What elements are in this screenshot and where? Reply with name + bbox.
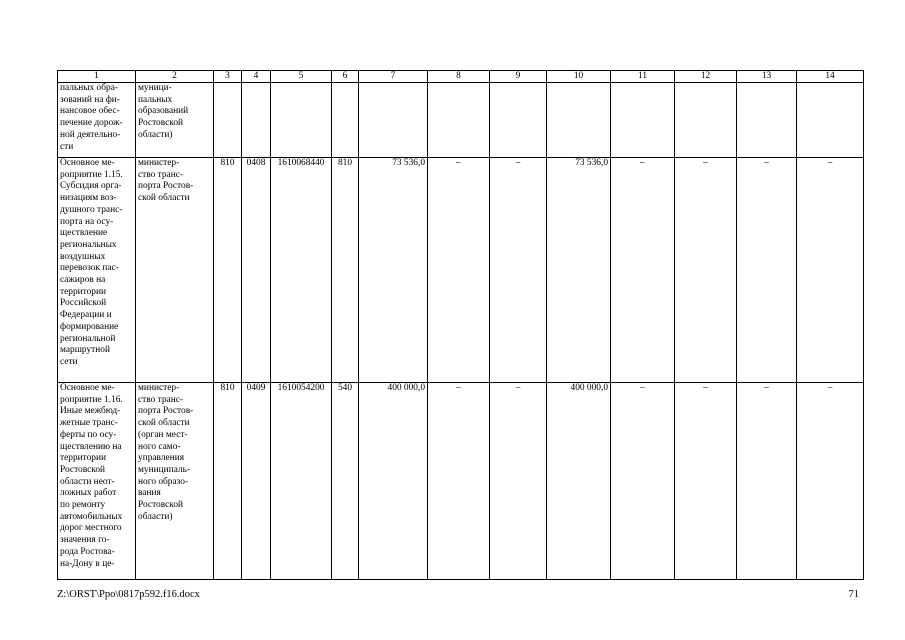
year-amount-cell: 73 536,0 <box>547 158 611 383</box>
column-number: 9 <box>490 71 547 83</box>
table-cell: – <box>675 158 737 383</box>
executor-cell: министер- ство транс- порта Ростов- ской области (орган мест- ного само- управления муниципаль- ного образо- вания Ростовской области) <box>136 383 214 580</box>
table-cell: – <box>611 383 675 580</box>
target-article-cell: 1610068440 <box>271 158 332 383</box>
table-cell: – <box>737 158 797 383</box>
table-cell <box>271 83 332 158</box>
column-number: 10 <box>547 71 611 83</box>
table-cell: – <box>490 383 547 580</box>
table-cell <box>332 83 359 158</box>
table-cell <box>214 83 242 158</box>
table-cell: – <box>737 383 797 580</box>
column-number: 2 <box>136 71 214 83</box>
grbs-code-cell: 810 <box>214 158 242 383</box>
executor-cell: муници- пальных образований Ростовской области) <box>136 83 214 158</box>
table-cell <box>547 83 611 158</box>
column-number: 3 <box>214 71 242 83</box>
table-cell: – <box>428 383 490 580</box>
section-code-cell: 0408 <box>242 158 271 383</box>
column-number: 6 <box>332 71 359 83</box>
column-number-row <box>58 71 864 83</box>
table-cell: – <box>428 158 490 383</box>
column-number: 5 <box>271 71 332 83</box>
table-row <box>58 158 864 383</box>
column-number: 13 <box>737 71 797 83</box>
activity-name-cell: пальных обра- зований на фи- нансовое обес- печение дорож- ной деятельно- сти <box>58 83 136 158</box>
column-number: 11 <box>611 71 675 83</box>
table-cell: – <box>797 383 864 580</box>
table-cell <box>428 83 490 158</box>
column-number: 12 <box>675 71 737 83</box>
target-article-cell: 1610054200 <box>271 383 332 580</box>
table-row <box>58 383 864 580</box>
table-cell <box>611 83 675 158</box>
executor-cell: министер- ство транс- порта Ростов- ской области <box>136 158 214 383</box>
table-cell <box>359 83 428 158</box>
expense-type-cell: 810 <box>332 158 359 383</box>
table-cell: – <box>490 158 547 383</box>
total-amount-cell: 73 536,0 <box>359 158 428 383</box>
total-amount-cell: 400 000,0 <box>359 383 428 580</box>
table-cell <box>675 83 737 158</box>
grbs-code-cell: 810 <box>214 383 242 580</box>
activity-name-cell: Основное ме- роприятие 1.15. Субсидия орга- низациям воз- душного транс- порта на осу- ществление региональных воздушных перевозок пас- сажиров на территории Российской Федерации и формирование региональной маршрутной сети <box>58 158 136 383</box>
table-cell: – <box>675 383 737 580</box>
column-number: 4 <box>242 71 271 83</box>
page-number: 71 <box>848 589 859 600</box>
table-cell <box>797 83 864 158</box>
column-number: 8 <box>428 71 490 83</box>
budget-table <box>57 70 864 580</box>
footer-file-path: Z:\ORST\Ppo\0817p592.f16.docx <box>57 589 200 600</box>
table-cell: – <box>611 158 675 383</box>
column-number: 1 <box>58 71 136 83</box>
column-number: 14 <box>797 71 864 83</box>
table-cell <box>242 83 271 158</box>
column-number: 7 <box>359 71 428 83</box>
activity-name-cell: Основное ме- роприятие 1.16. Иные межбюд- жетные транс- ферты по осу- ществлению на территории Ростовской области неот- ложных работ по ремонту автомобильных дорог местного значения го- рода Ростова- на-Дону в це- <box>58 383 136 580</box>
table-row <box>58 83 864 158</box>
table-cell <box>737 83 797 158</box>
year-amount-cell: 400 000,0 <box>547 383 611 580</box>
table-cell <box>490 83 547 158</box>
table-cell: – <box>797 158 864 383</box>
section-code-cell: 0409 <box>242 383 271 580</box>
expense-type-cell: 540 <box>332 383 359 580</box>
